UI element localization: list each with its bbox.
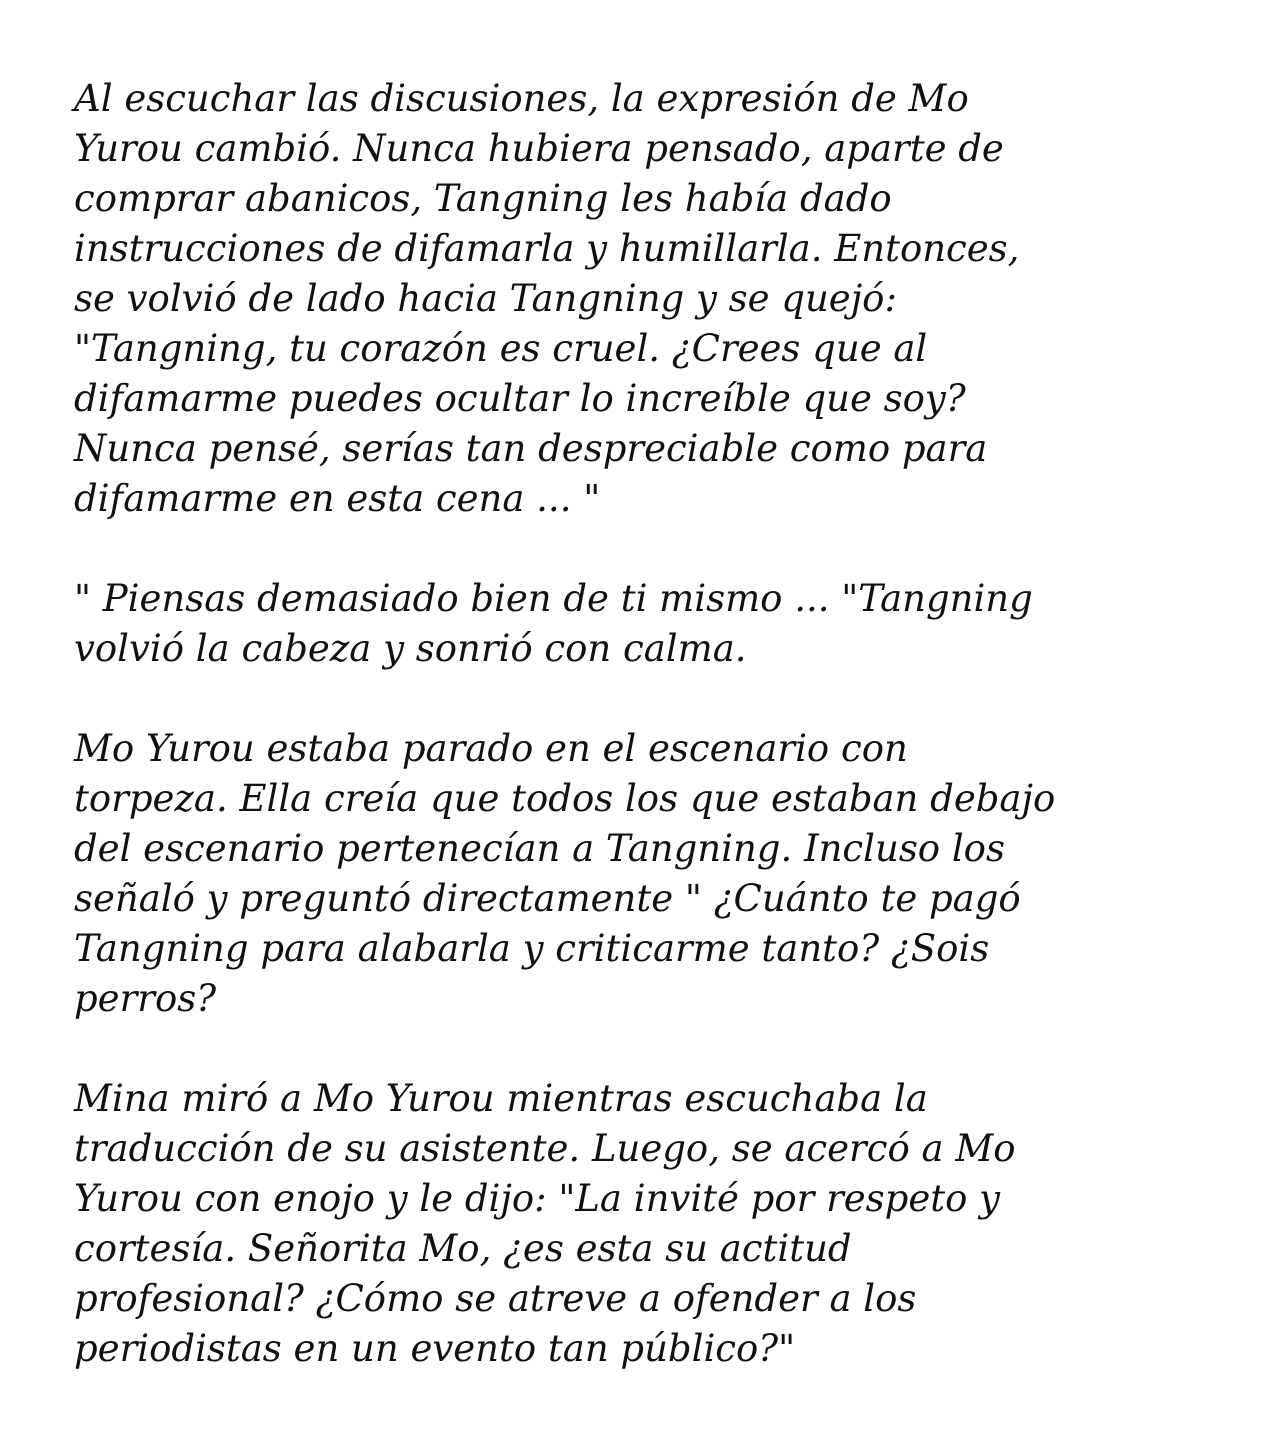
text-line: " Piensas demasiado bien de ti mismo ... "Tangning — [74, 577, 1033, 620]
text-line: cortesía. Señorita Mo, ¿es esta su actitud — [74, 1227, 852, 1270]
paragraph-3 — [74, 724, 1204, 1024]
document-body — [74, 74, 1204, 1374]
text-line: profesional? ¿Cómo se atreve a ofender a los — [74, 1277, 917, 1320]
text-line: instrucciones de difamarla y humillarla. Entonces, — [74, 227, 1020, 270]
paragraph-1 — [74, 74, 1204, 524]
text-line: Mo Yurou estaba parado en el escenario con — [74, 727, 908, 770]
paragraph-4 — [74, 1074, 1204, 1374]
text-line: del escenario pertenecían a Tangning. Incluso los — [74, 827, 1005, 870]
text-line: traducción de su asistente. Luego, se acercó a Mo — [74, 1127, 1016, 1170]
text-line: se volvió de lado hacia Tangning y se quejó: — [74, 277, 897, 320]
text-line: difamarme en esta cena ... " — [74, 477, 601, 520]
text-line: Yurou con enojo y le dijo: "La invité por respeto y — [74, 1177, 1001, 1220]
text-line: Yurou cambió. Nunca hubiera pensado, aparte de — [74, 127, 1004, 170]
text-line: volvió la cabeza y sonrió con calma. — [74, 627, 747, 670]
text-line: periodistas en un evento tan público?" — [74, 1327, 796, 1370]
text-line: "Tangning, tu corazón es cruel. ¿Crees que al — [74, 327, 928, 370]
text-line: torpeza. Ella creía que todos los que estaban debajo — [74, 777, 1056, 820]
text-line: Nunca pensé, serías tan despreciable como para — [74, 427, 988, 470]
text-line: Mina miró a Mo Yurou mientras escuchaba la — [74, 1077, 928, 1120]
text-line: señaló y preguntó directamente " ¿Cuánto te pagó — [74, 877, 1021, 920]
text-line: perros? — [74, 977, 217, 1020]
text-line: comprar abanicos, Tangning les había dado — [74, 177, 892, 220]
text-line: Al escuchar las discusiones, la expresión de Mo — [74, 77, 969, 120]
text-line: Tangning para alabarla y criticarme tanto? ¿Sois — [74, 927, 990, 970]
text-line: difamarme puedes ocultar lo increíble que soy? — [74, 377, 966, 420]
paragraph-2 — [74, 574, 1204, 674]
